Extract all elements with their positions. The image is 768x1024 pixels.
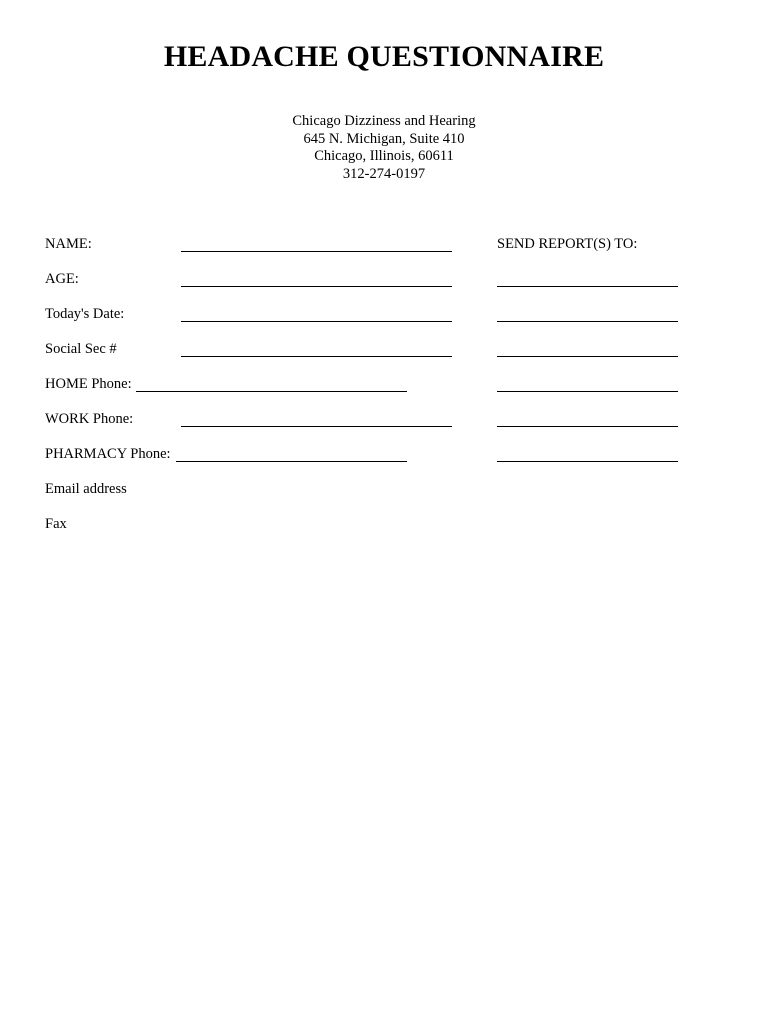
social-sec-field[interactable] bbox=[181, 356, 452, 357]
work-phone-label: WORK Phone: bbox=[45, 411, 134, 427]
social-sec-label: Social Sec # bbox=[45, 341, 117, 357]
email-label: Email address bbox=[45, 481, 127, 497]
clinic-city: Chicago, Illinois, 60611 bbox=[314, 148, 454, 164]
todays-date-field[interactable] bbox=[181, 321, 452, 322]
send-report-line-5[interactable] bbox=[497, 426, 678, 427]
send-reports-label: SEND REPORT(S) TO: bbox=[497, 236, 638, 252]
name-field[interactable] bbox=[181, 251, 452, 252]
page-title: HEADACHE QUESTIONNAIRE bbox=[163, 40, 605, 73]
todays-date-label: Today's Date: bbox=[45, 306, 125, 322]
work-phone-field[interactable] bbox=[181, 426, 452, 427]
pharmacy-phone-label: PHARMACY Phone: bbox=[45, 446, 171, 462]
send-report-line-6[interactable] bbox=[497, 461, 678, 462]
clinic-address bbox=[0, 113, 768, 183]
send-report-line-4[interactable] bbox=[497, 391, 678, 392]
clinic-street: 645 N. Michigan, Suite 410 bbox=[303, 130, 465, 147]
clinic-phone: 312-274-0197 bbox=[342, 165, 426, 182]
send-report-line-2[interactable] bbox=[497, 321, 678, 322]
send-report-line-1[interactable] bbox=[497, 286, 678, 287]
name-label: NAME: bbox=[45, 236, 92, 252]
send-report-line-3[interactable] bbox=[497, 356, 678, 357]
clinic-name: Chicago Dizziness and Hearing bbox=[292, 113, 476, 129]
home-phone-field[interactable] bbox=[136, 391, 407, 392]
home-phone-label: HOME Phone: bbox=[45, 376, 132, 392]
age-field[interactable] bbox=[181, 286, 452, 287]
fax-label: Fax bbox=[45, 516, 67, 532]
pharmacy-phone-field[interactable] bbox=[176, 461, 407, 462]
age-label: AGE: bbox=[45, 271, 79, 287]
